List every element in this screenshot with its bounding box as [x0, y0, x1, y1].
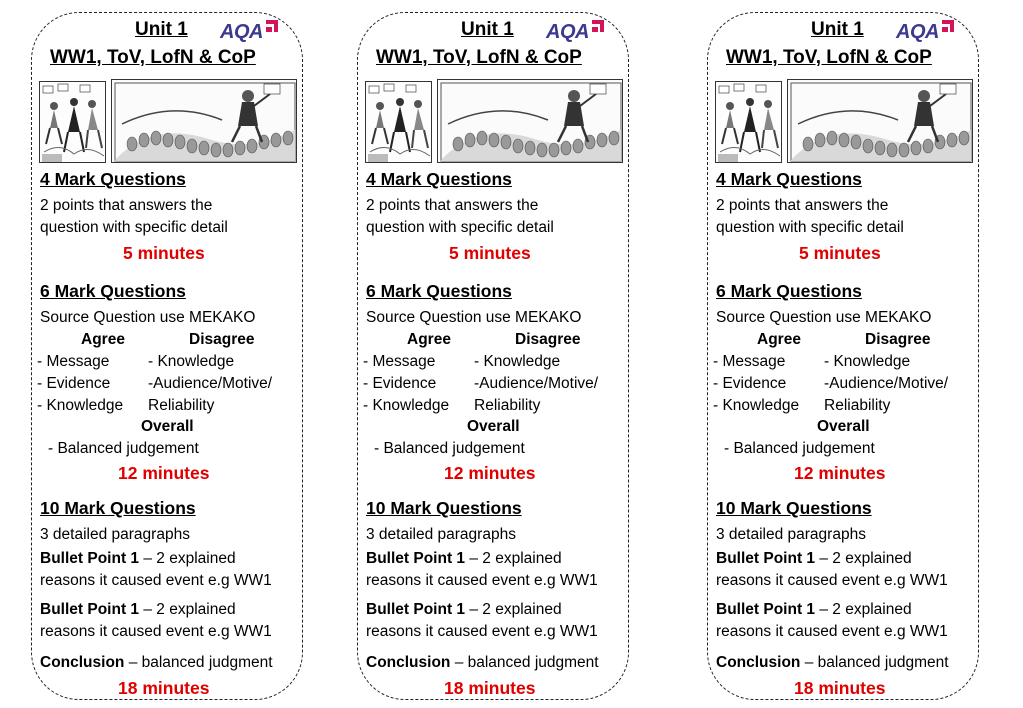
- disagree-item: -Audience/Motive/: [824, 375, 949, 392]
- bullet-point-line-2: reasons it caused event e.g WW1: [40, 623, 272, 640]
- revision-card-1: [31, 12, 303, 700]
- heading-6-mark-questions: 6 Mark Questions: [716, 281, 862, 301]
- revision-card-2: [357, 12, 629, 700]
- cartoon-image-left: [365, 81, 432, 163]
- disagree-item: -Audience/Motive/: [474, 375, 599, 392]
- agree-item: - Evidence: [37, 375, 111, 392]
- bullet-point-label: Bullet Point 1: [40, 601, 140, 618]
- agree-item: - Knowledge: [37, 397, 124, 414]
- agree-item: - Knowledge: [713, 397, 800, 414]
- overall-heading: Overall: [467, 418, 520, 435]
- bullet-point-label: Bullet Point 1: [716, 601, 816, 618]
- q4-text-line-1: 2 points that answers the: [366, 197, 539, 214]
- aqa-logo-text: AQA: [896, 21, 939, 43]
- aqa-logo-mark-icon: [265, 19, 279, 33]
- cartoon-image-right: [111, 79, 297, 163]
- disagree-item: Reliability: [824, 397, 891, 414]
- heading-10-mark-questions: 10 Mark Questions: [716, 498, 872, 518]
- cartoon-image-right: [437, 79, 623, 163]
- bullet-point-line-2: reasons it caused event e.g WW1: [716, 572, 948, 589]
- q10-time: 18 minutes: [794, 678, 886, 698]
- disagree-item: Reliability: [148, 397, 215, 414]
- q6-intro: Source Question use MEKAKO: [716, 309, 932, 326]
- disagree-heading: Disagree: [515, 331, 581, 348]
- bullet-point-text: – 2 explained: [139, 601, 236, 618]
- conclusion-line: [716, 654, 949, 672]
- conclusion-text: – balanced judgment: [124, 654, 273, 671]
- unit-title: Unit 1: [461, 19, 514, 40]
- agree-item: - Message: [363, 353, 436, 370]
- overall-item: - Balanced judgement: [48, 440, 199, 457]
- q4-text-line-2: question with specific detail: [716, 219, 904, 236]
- agree-item: - Message: [37, 353, 110, 370]
- bullet-point-text: – 2 explained: [815, 550, 912, 567]
- aqa-logo: [220, 21, 279, 44]
- conclusion-line: [366, 654, 599, 672]
- bullet-point-line-2: reasons it caused event e.g WW1: [366, 572, 598, 589]
- conclusion-label: Conclusion: [366, 654, 451, 671]
- q6-intro: Source Question use MEKAKO: [40, 309, 256, 326]
- disagree-heading: Disagree: [189, 331, 255, 348]
- aqa-logo: [546, 21, 605, 44]
- agree-item: - Evidence: [363, 375, 437, 392]
- disagree-heading: Disagree: [865, 331, 931, 348]
- aqa-logo-text: AQA: [220, 21, 263, 43]
- q4-text-line-2: question with specific detail: [40, 219, 228, 236]
- bullet-point-line-2: reasons it caused event e.g WW1: [716, 623, 948, 640]
- heading-6-mark-questions: 6 Mark Questions: [40, 281, 186, 301]
- heading-4-mark-questions: 4 Mark Questions: [366, 169, 512, 189]
- bullet-point-line: [716, 601, 912, 619]
- heading-10-mark-questions: 10 Mark Questions: [40, 498, 196, 518]
- bullet-point-line-2: reasons it caused event e.g WW1: [366, 623, 598, 640]
- agree-item: - Evidence: [713, 375, 787, 392]
- bullet-point-text: – 2 explained: [465, 601, 562, 618]
- bullet-point-text: – 2 explained: [465, 550, 562, 567]
- disagree-item: - Knowledge: [824, 353, 911, 370]
- agree-item: - Knowledge: [363, 397, 450, 414]
- revision-card-3: [707, 12, 979, 700]
- bullet-point-text: – 2 explained: [815, 601, 912, 618]
- bullet-point-line: [40, 601, 236, 619]
- overall-item: - Balanced judgement: [724, 440, 875, 457]
- disagree-item: - Knowledge: [474, 353, 561, 370]
- bullet-point-label: Bullet Point 1: [366, 601, 466, 618]
- heading-10-mark-questions: 10 Mark Questions: [366, 498, 522, 518]
- aqa-logo: [896, 21, 955, 44]
- q6-intro: Source Question use MEKAKO: [366, 309, 582, 326]
- q4-time: 5 minutes: [449, 243, 531, 263]
- unit-title: Unit 1: [135, 19, 188, 40]
- q4-text-line-2: question with specific detail: [366, 219, 554, 236]
- q4-time: 5 minutes: [123, 243, 205, 263]
- bullet-point-text: – 2 explained: [139, 550, 236, 567]
- conclusion-text: – balanced judgment: [450, 654, 599, 671]
- overall-item: - Balanced judgement: [374, 440, 525, 457]
- q4-time: 5 minutes: [799, 243, 881, 263]
- disagree-item: Reliability: [474, 397, 541, 414]
- bullet-point-label: Bullet Point 1: [716, 550, 816, 567]
- cartoon-image-left: [715, 81, 782, 163]
- heading-4-mark-questions: 4 Mark Questions: [40, 169, 186, 189]
- conclusion-label: Conclusion: [40, 654, 125, 671]
- q10-intro: 3 detailed paragraphs: [40, 526, 190, 543]
- cartoon-image-left: [39, 81, 106, 163]
- agree-heading: Agree: [81, 331, 125, 348]
- aqa-logo-mark-icon: [591, 19, 605, 33]
- disagree-item: - Knowledge: [148, 353, 235, 370]
- q4-text-line-1: 2 points that answers the: [716, 197, 889, 214]
- heading-4-mark-questions: 4 Mark Questions: [716, 169, 862, 189]
- q6-time: 12 minutes: [794, 463, 886, 483]
- agree-heading: Agree: [407, 331, 451, 348]
- q10-time: 18 minutes: [444, 678, 536, 698]
- topic-title: WW1, ToV, LofN & CoP: [376, 47, 582, 68]
- q10-intro: 3 detailed paragraphs: [716, 526, 866, 543]
- q6-time: 12 minutes: [118, 463, 210, 483]
- topic-title: WW1, ToV, LofN & CoP: [50, 47, 256, 68]
- overall-heading: Overall: [141, 418, 194, 435]
- unit-title: Unit 1: [811, 19, 864, 40]
- overall-heading: Overall: [817, 418, 870, 435]
- heading-6-mark-questions: 6 Mark Questions: [366, 281, 512, 301]
- conclusion-text: – balanced judgment: [800, 654, 949, 671]
- agree-item: - Message: [713, 353, 786, 370]
- topic-title: WW1, ToV, LofN & CoP: [726, 47, 932, 68]
- q10-intro: 3 detailed paragraphs: [366, 526, 516, 543]
- bullet-point-line-2: reasons it caused event e.g WW1: [40, 572, 272, 589]
- conclusion-label: Conclusion: [716, 654, 801, 671]
- bullet-point-line: [716, 550, 912, 568]
- bullet-point-line: [40, 550, 236, 568]
- bullet-point-label: Bullet Point 1: [366, 550, 466, 567]
- bullet-point-label: Bullet Point 1: [40, 550, 140, 567]
- disagree-item: -Audience/Motive/: [148, 375, 273, 392]
- bullet-point-line: [366, 550, 562, 568]
- q4-text-line-1: 2 points that answers the: [40, 197, 213, 214]
- conclusion-line: [40, 654, 273, 672]
- aqa-logo-mark-icon: [941, 19, 955, 33]
- q6-time: 12 minutes: [444, 463, 536, 483]
- cartoon-image-right: [787, 79, 973, 163]
- q10-time: 18 minutes: [118, 678, 210, 698]
- agree-heading: Agree: [757, 331, 801, 348]
- aqa-logo-text: AQA: [546, 21, 589, 43]
- bullet-point-line: [366, 601, 562, 619]
